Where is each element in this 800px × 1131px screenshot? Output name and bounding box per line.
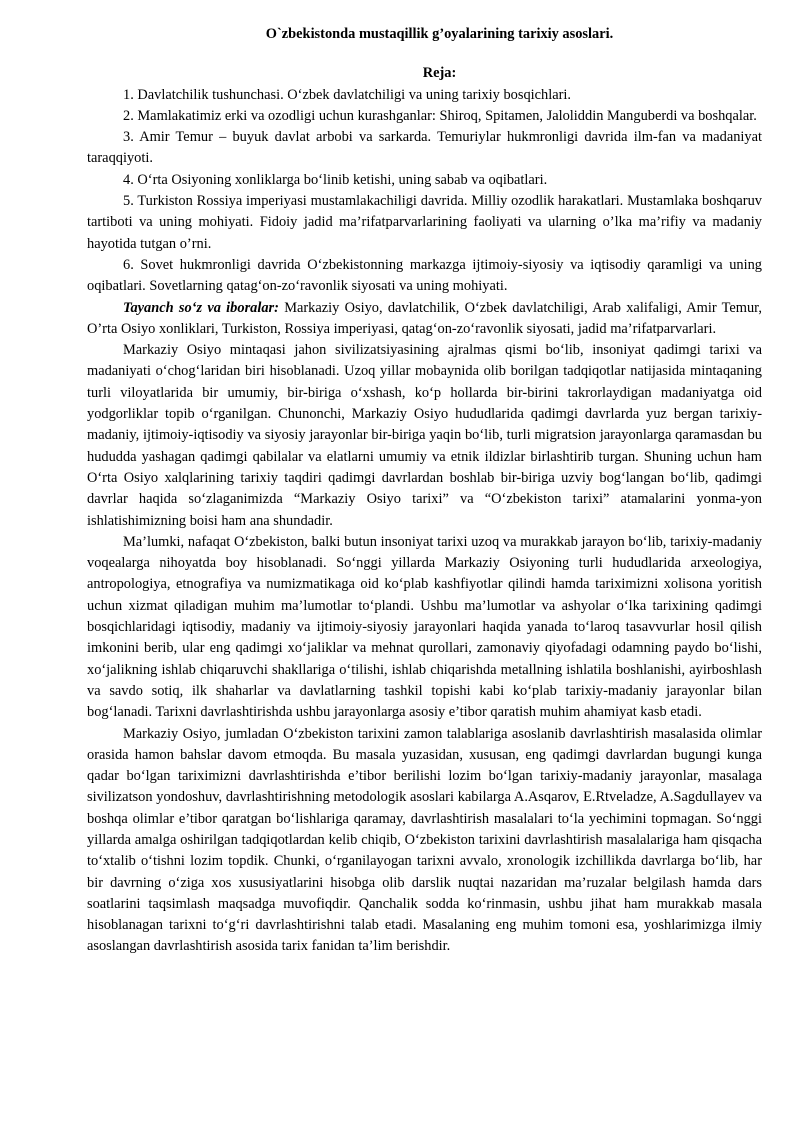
document-title: O`zbekistonda mustaqillik g’oyalarining tarixiy asoslari. [265, 26, 614, 42]
plan-item-5: 5. Turkiston Rossiya imperiyasi mustamlakachiligi davrida. Milliy ozodlik harakatlari. Mustamlaka boshqaruv tartiboti va uning mohiyati. Fidoiy jadid ma’rifatparvarlarining faoliyati va ularning o’lka ma’rifiy va madaniy hayotida tutgan o’rni. [87, 193, 762, 252]
plan-item-6: 6. Sovet hukmronligi davrida O‘zbekistonning markazga ijtimoiy-siyosiy va iqtisodiy qaramligi va uning oqibatlari. Sovetlarning qatag‘on-zo‘ravonlik siyosati va uning mohiyati. [87, 256, 762, 295]
document-page [87, 24, 762, 958]
body-paragraph-2: Ma’lumki, nafaqat O‘zbekiston, balki butun insoniyat tarixi uzoq va murakkab jarayon bo‘lib, tarixiy-madaniy voqealarga nihoyatda boy hisoblanadi. So‘nggi yillarda Markaziy Osiyoning turli hududlarida arxeologiya, antropologiya, etnografiya va numizmatikaga oid ko‘plab kashfiyotlar qilindi hamda tariximizni xolisona yoritish uchun xizmat qiladigan muhim ma’lumotlar to‘plandi. Ushbu ma’lumotlar va ashyolar o‘lka tarixining qadimgi bosqichlaridagi iqtisodiy, madaniy va ijtimoiy-siyosiy jarayonlari haqida yanada to‘laroq tasavvurlar hosil qilish imkonini berib, ular eng qadimgi xo‘jaliklar va mehnat qurollari, zamonaviy qiyofadagi odamning paydo bo‘lishi, xo‘jalikning ishlab chiqaruvchi shakllariga o‘tilishi, ishlab chiqarishda metallning ishlatila boshlanishi, ayirboshlash va savdo sotiq, ilk shaharlar va davlatlarning tashkil topishi kabi ko‘plab tarixiy-madaniy jarayonlar bilan bog‘lanadi. Tarixni davrlashtirishda ushbu jarayonlarga asosiy e’tibor qaratish muhim ahamiyat kasb etadi. [87, 533, 762, 721]
plan-item-1: 1. Davlatchilik tushunchasi. O‘zbek davlatchiligi va uning tarixiy bosqichlari. [123, 86, 571, 103]
body-paragraph-1: Markaziy Osiyo mintaqasi jahon sivilizatsiyasining ajralmas qismi bo‘lib, insoniyat qadimgi tarixi va madaniyati o‘chog‘laridan biri hisoblanadi. Uzoq yillar mobaynida olib borilgan tadqiqotlar natijasida mintaqaning turli viloyatlarida bir umumiy, bir-biriga o‘xshash, ko‘p hollarda bir-birini takrorlaydigan madaniyatga oid yodgorliklar topib o‘rganilgan. Chunonchi, Markaziy Osiyo hududlarida qadimgi davrlarda yuz bergan tarixiy-madaniy, ijtimoiy-iqtisodiy va siyosiy jarayonlar bir-biriga yaqin bo‘lib, turli migratsion jarayonlarga qaramasdan bu hududda yashagan qadimgi qabilalar va elatlarni umumiy va etnik ildizlar birlashtirib turgan. Shuning uchun ham O‘rta Osiyo xalqlarining tarixiy taqdiri qadimgi davrlardan boshlab bir-biriga uzviy bog‘langan bo‘lib, qadimgi davrlar haqida so‘zlaganimizda “Markaziy Osiyo tarixi” va “O‘zbekiston tarixi” atamalarini yonma-yon ishlatishimizning boisi ham ana shundadir. [87, 342, 762, 529]
body-paragraph-3: Markaziy Osiyo, jumladan O‘zbekiston tarixini zamon talablariga asoslanib davrlashtirish masalasida olimlar orasida hamon bahslar davom etmoqda. Bu masala yuzasidan, xususan, eng qadimgi davrlardan bugungi kunga qadar bo‘lgan tariximizni davrlashtirishda e’tibor berilishi lozim bo‘lgan tarixiy-madaniy jarayonlar, masalaga sivilizatson yondoshuv, davrlashtirishning metodologik asoslari kabilarga A.Asqarov, E.Rtveladze, A.Sagdullayev va boshqa olimlar e’tibor qaratgan bo‘lishlariga qaramay, davrlashtirish masalalari to‘la yechimini topmagan. So‘nggi yillarda amalga oshirilgan tadqiqotlardan kelib chiqib, O‘zbekiston tarixini davrlashtirish masalalariga ham qisqacha to‘xtalib o‘tishni lozim topdik. Chunki, o‘rganilayogan tarixni avvalo, xronologik izchillikda davrlarga bo‘lib, har bir davrning o‘ziga xos xususiyatlarini hisobga olib darslik nuqtai nazaridan ma’ruzalar belgilash hamda dars soatlarini taqsimlash maqsadga muvofiqdir. Qanchalik sodda ko‘rinmasin, ushbu jihat ham murakkab masala hisoblanagan tarixni to‘g‘ri davrlashtirishni talab etadi. Masalaning eng muhim tomoni esa, yoshlarimizga ilmiy asoslangan davrlashtirish asosida tarix fanidan ta’lim berishdir. [87, 725, 762, 955]
keywords-paragraph [87, 298, 762, 341]
plan-heading: Reja: [422, 65, 457, 82]
keywords-text: Markaziy Osiyo, davlatchilik, O‘zbek davlatchiligi, Arab xalifaligi, Amir Temur, O’rta Osiyo xonliklari, Turkiston, Rossiya imperiyasi, qatag‘on-zo‘ravonlik siyosati, jadid ma’rifatparvarlari. [87, 299, 762, 337]
plan-item-3: 3. Amir Temur – buyuk davlat arbobi va sarkarda. Temuriylar hukmronligi davrida ilm-fan va madaniyat taraqqiyoti. [87, 129, 762, 167]
plan-list [87, 85, 762, 298]
plan-item-4: 4. O‘rta Osiyoning xonliklarga bo‘linib ketishi, uning sabab va oqibatlari. [123, 171, 548, 188]
keywords-label: Tayanch so‘z va iboralar: [123, 299, 279, 316]
plan-item-2: 2. Mamlakatimiz erki va ozodligi uchun kurashganlar: Shiroq, Spitamen, Jaloliddin Manguberdi va boshqalar. [123, 107, 757, 124]
